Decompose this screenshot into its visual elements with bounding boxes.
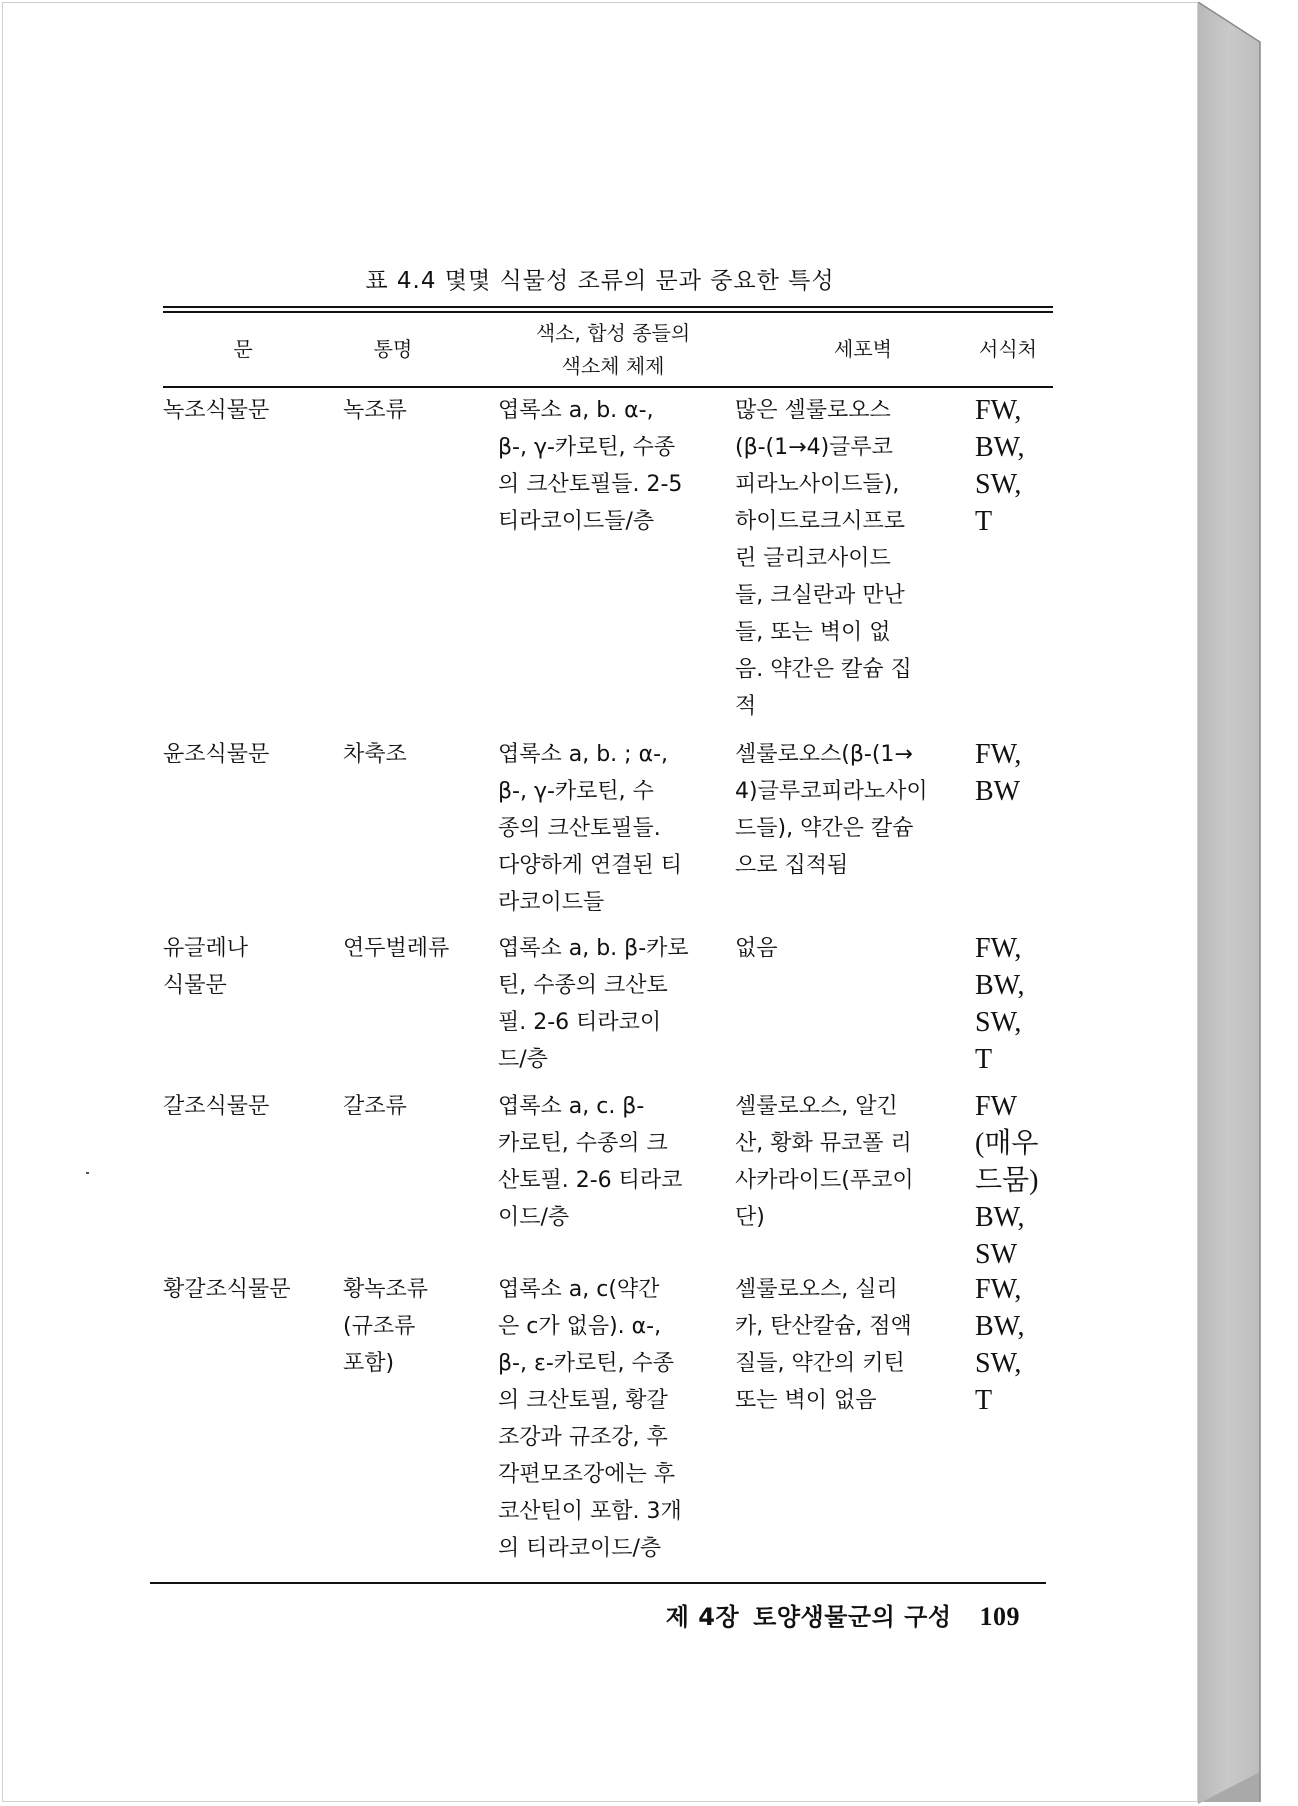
cell-pigments: 엽록소 a, b. α-, β-, γ-카로틴, 수종 의 크산토필들. 2-5 티라코이드들/층 bbox=[498, 398, 683, 534]
table-bottom-rule bbox=[150, 1582, 1046, 1584]
footer-chapter-title: 토양생물군의 구성 bbox=[753, 1603, 952, 1631]
cell-phylum: 윤조식물문 bbox=[163, 742, 270, 767]
cell-pigments: 엽록소 a, c. β- 카로틴, 수종의 크 산토필. 2-6 티라코 이드/층 bbox=[498, 1094, 683, 1230]
header-habitat: 서식처 bbox=[979, 337, 1037, 361]
cell-pigments: 엽록소 a, c(약간 은 c가 없음). α-, β-, ε-카로틴, 수종 의 크산토필, 황갈 조강과 규조강, 후 각편모조강에는 후 코산틴이 포함. 3개 의 티라코이드/층 bbox=[498, 1277, 682, 1561]
cell-pigments: 엽록소 a, b. β-카로 틴, 수종의 크산토 필. 2-6 티라코이 드/층 bbox=[498, 936, 689, 1072]
cell-cell-wall: 셀룰로오스, 실리 카, 탄산칼슘, 점액 질들, 약간의 키틴 또는 벽이 없음 bbox=[735, 1277, 912, 1413]
cell-common-name: 갈조류 bbox=[343, 1094, 407, 1119]
cell-habitat: FW (매우 드뭄) BW, SW bbox=[975, 1091, 1039, 1270]
table-header-rule bbox=[163, 386, 1053, 388]
scan-speck bbox=[86, 1172, 89, 1174]
cell-habitat: FW, BW, SW, T bbox=[975, 1274, 1025, 1416]
header-common-name: 통명 bbox=[373, 337, 413, 361]
cell-phylum: 녹조식물문 bbox=[163, 398, 270, 423]
cell-common-name: 황녹조류 (규조류 포함) bbox=[343, 1277, 429, 1376]
cell-cell-wall: 셀룰로오스(β-(1→ 4)글루코피라노사이 드들), 약간은 칼슘 으로 집적됨 bbox=[735, 742, 928, 878]
header-phylum: 문 bbox=[233, 337, 253, 361]
cell-phylum: 황갈조식물문 bbox=[163, 1277, 291, 1302]
cell-common-name: 연두벌레류 bbox=[343, 936, 450, 961]
book-page-edge bbox=[1198, 2, 1294, 1804]
cell-cell-wall: 없음 bbox=[735, 936, 778, 961]
cell-phylum: 갈조식물문 bbox=[163, 1094, 270, 1119]
cell-pigments: 엽록소 a, b. ; α-, β-, γ-카로틴, 수 종의 크산토필들. 다양하게 연결된 티 라코이드들 bbox=[498, 742, 683, 915]
cell-common-name: 녹조류 bbox=[343, 398, 407, 423]
cell-cell-wall: 많은 셀룰로오스 (β-(1→4)글루코 피라노사이드들), 하이드로크시프로 린 글리코사이드 들, 크실란과 만난 들, 또는 벽이 없 음. 약간은 칼슘 집 적 bbox=[735, 398, 912, 719]
table-top-rule bbox=[163, 306, 1053, 308]
cell-habitat: FW, BW bbox=[975, 739, 1022, 807]
page-number: 109 bbox=[979, 1602, 1020, 1631]
footer-chapter: 제 4장 bbox=[665, 1603, 740, 1631]
table-caption: 표 4.4 몇몇 식물성 조류의 문과 중요한 특성 bbox=[365, 268, 835, 294]
header-pigments bbox=[463, 313, 763, 386]
header-pigments-text: 색소, 합성 종들의 색소체 체제 bbox=[535, 320, 691, 378]
running-footer bbox=[600, 1597, 1020, 1632]
cell-habitat: FW, BW, SW, T bbox=[975, 395, 1025, 537]
header-cell-wall: 세포벽 bbox=[834, 337, 892, 361]
cell-common-name: 차축조 bbox=[343, 742, 407, 767]
cell-habitat: FW, BW, SW, T bbox=[975, 933, 1025, 1075]
cell-cell-wall: 셀룰로오스, 알긴 산, 황화 뮤코폴 리 사카라이드(푸코이 단) bbox=[735, 1094, 914, 1230]
cell-phylum: 유글레나 식물문 bbox=[163, 936, 249, 998]
